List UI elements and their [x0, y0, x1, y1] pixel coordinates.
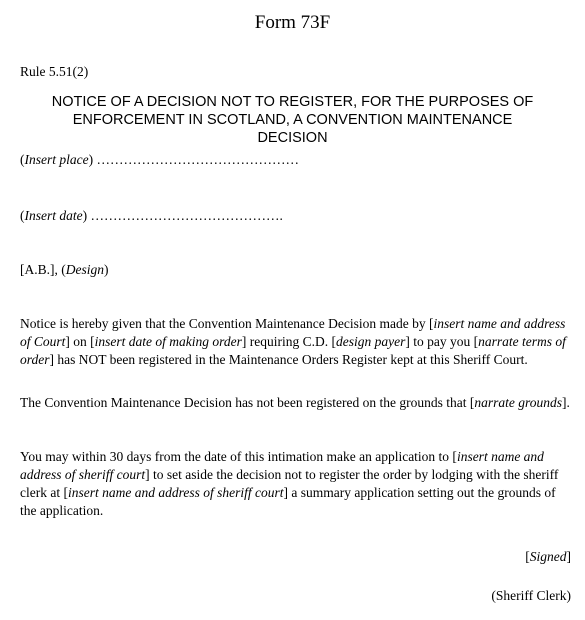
- para3-placeholder-court-2: insert name and address of sheriff court: [67, 485, 284, 500]
- signature-label: Signed: [529, 549, 567, 564]
- para1-placeholder-terms: narrate terms of order: [20, 334, 566, 367]
- date-dots: …………………………………….: [90, 208, 283, 223]
- para1-placeholder-date: insert date of making order: [94, 334, 242, 349]
- grounds-paragraph: [20, 394, 571, 412]
- signature-open: [: [525, 549, 530, 564]
- para3-text-1: You may within 30 days from the date of this intimation make an application to [: [20, 449, 457, 464]
- sheriff-clerk-label: (Sheriff Clerk): [491, 588, 571, 603]
- date-field: (Insert date) …………………………………….: [20, 208, 283, 223]
- para3-placeholder-court: insert name and address of sheriff court: [20, 449, 544, 482]
- para2-placeholder-grounds: narrate grounds: [474, 395, 563, 410]
- signature-close: ]: [566, 549, 571, 564]
- para1-placeholder-court: insert name and address of Court: [20, 316, 566, 349]
- para3-text-3: ] a summary application setting out the grounds of the application.: [20, 485, 556, 518]
- para1-text-2: ] on [: [65, 334, 95, 349]
- party-prefix: [A.B.], (: [20, 262, 66, 277]
- application-paragraph: [20, 448, 571, 520]
- rule-reference: Rule 5.51(2): [20, 64, 89, 79]
- heading-line: NOTICE OF A DECISION NOT TO REGISTER, FOR THE PURPOSES OF: [51, 94, 534, 110]
- party-suffix: ): [104, 262, 109, 277]
- para3-text-2: ] to set aside the decision not to register the order by lodging with the sheriff clerk at [: [20, 467, 559, 500]
- para1-placeholder-payer: design payer: [335, 334, 406, 349]
- notice-heading: [20, 93, 565, 147]
- party-field: [20, 262, 109, 278]
- place-field: (Insert place) ………………………………………: [20, 152, 299, 167]
- notice-paragraph: [20, 315, 571, 369]
- form-title: Form 73F: [254, 12, 331, 33]
- para1-text-4: ] to pay you [: [405, 334, 479, 349]
- date-label: Insert date: [24, 208, 83, 223]
- heading-line: DECISION: [257, 130, 328, 146]
- place-dots: ………………………………………: [96, 152, 299, 167]
- para2-text-2: ].: [562, 395, 570, 410]
- para2-text-1: The Convention Maintenance Decision has not been registered on the grounds that [: [20, 395, 475, 410]
- signature-line: [525, 549, 571, 565]
- para1-text-1: Notice is hereby given that the Convention Maintenance Decision made by [: [20, 316, 434, 331]
- party-design-label: Design: [65, 262, 104, 277]
- heading-line: ENFORCEMENT IN SCOTLAND, A CONVENTION MAINTENANCE: [72, 112, 513, 128]
- para1-text-5: ] has NOT been registered in the Maintenance Orders Register kept at this Sheriff Court.: [49, 352, 528, 367]
- place-label: Insert place: [24, 152, 89, 167]
- para1-text-3: ] requiring C.D. [: [241, 334, 336, 349]
